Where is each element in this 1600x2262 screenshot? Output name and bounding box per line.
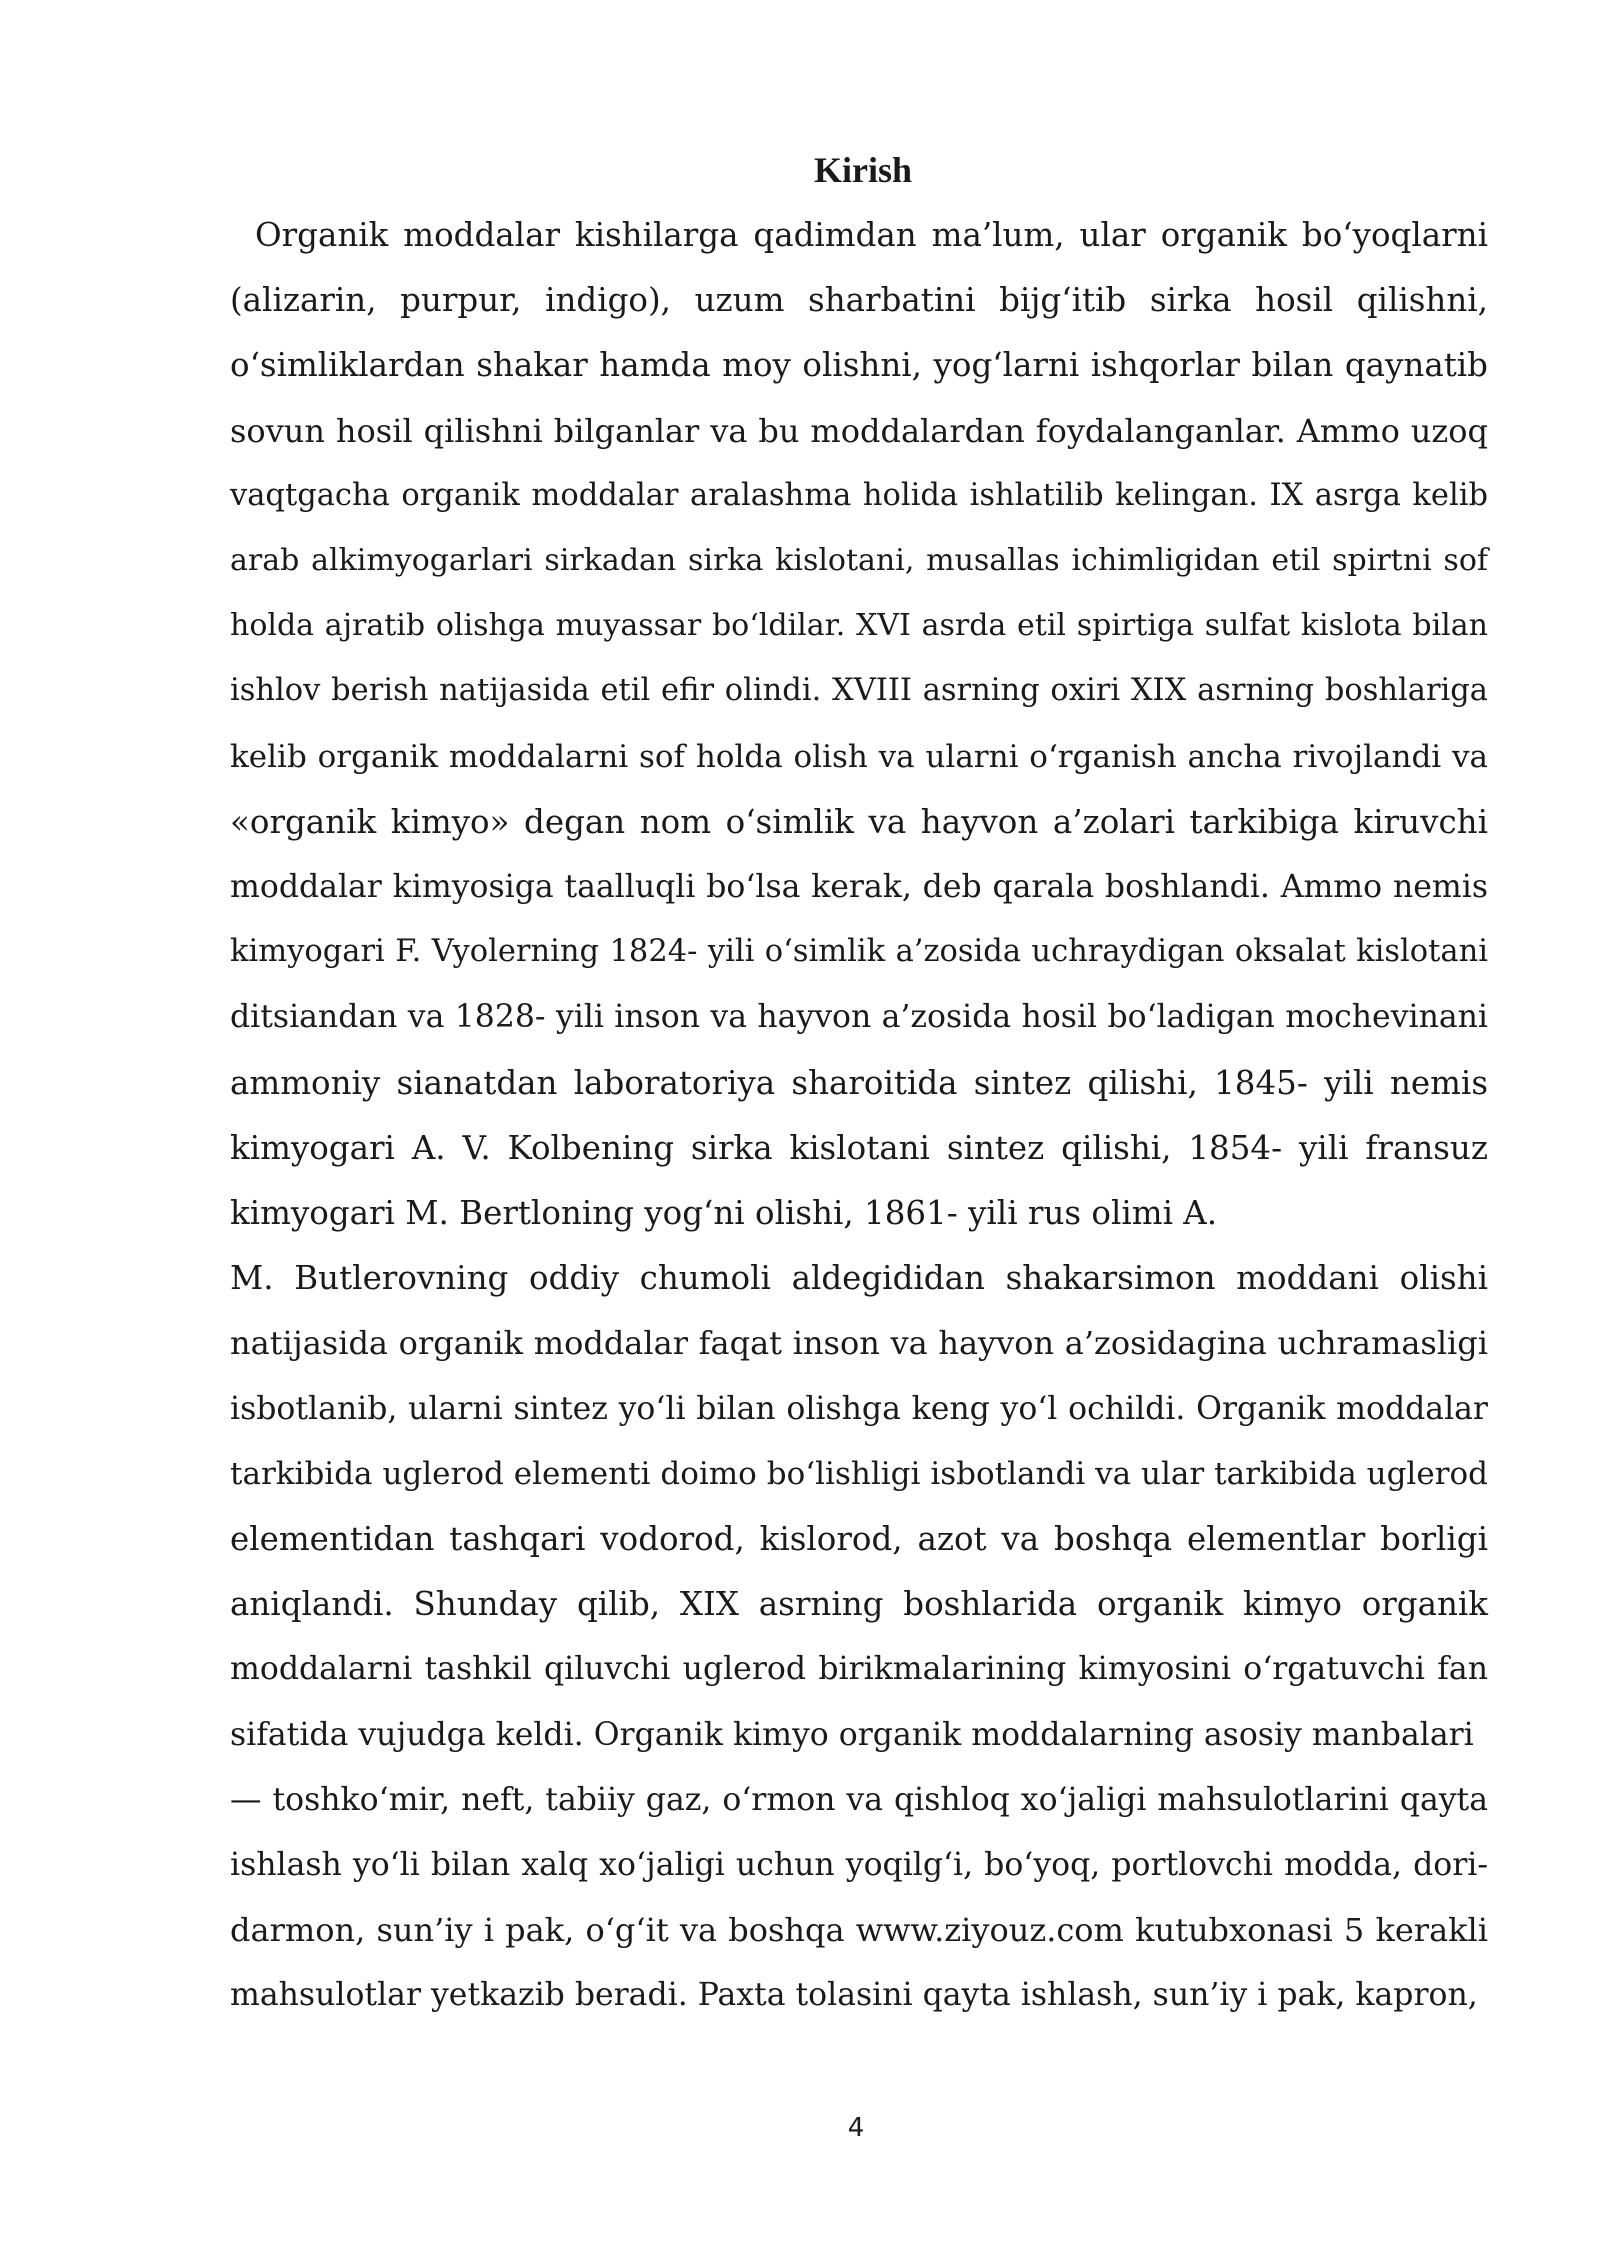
text-line: ditsiandan va 1828- yili inson va hayvon a’zosida hosil bo‘ladigan mochevinani <box>230 999 1488 1036</box>
text-line: darmon, sun’iy i pak, o‘g‘it va boshqa www.ziyouz.com kutubxonasi 5 kerakli <box>230 1911 1488 1950</box>
text-line: — toshko‘mir, neft, tabiiy gaz, o‘rmon va qishloq xo‘jaligi mahsulotlarini qayta <box>230 1781 1488 1818</box>
text-line: vaqtgacha organik moddalar aralashma holida ishlatilib kelingan. IX asrga kelib <box>230 477 1488 513</box>
text-line: holda ajratib olishga muyassar bo‘ldilar. XVI asrda etil spirtiga sulfat kislota bilan <box>230 608 1488 644</box>
text-line: (alizarin, purpur, indigo), uzum sharbatini bijg‘itib sirka hosil qilishni, <box>230 281 1488 320</box>
text-line: aniqlandi. Shunday qilib, XIX asrning boshlarida organik kimyo organik <box>230 1585 1488 1624</box>
text-line: tarkibida uglerod elementi doimo bo‘lishligi isbotlandi va ular tarkibida uglerod <box>230 1455 1488 1492</box>
page-number: 4 <box>847 2113 865 2143</box>
page-title: Kirish <box>813 150 912 190</box>
text-line: Organik moddalar kishilarga qadimdan ma’lum, ular organik bo‘yoqlarni <box>255 216 1488 254</box>
text-line: sifatida vujudga keldi. Organik kimyo organik moddalarning asosiy manbalari <box>230 1716 1474 1753</box>
text-line: elementidan tashqari vodorod, kislorod, azot va boshqa elementlar borligi <box>230 1520 1488 1558</box>
text-line: kimyogari F. Vyolerning 1824- yili o‘simlik a’zosida uchraydigan oksalat kislotani <box>230 934 1488 970</box>
text-line: mahsulotlar yetkazib beradi. Paxta tolasini qayta ishlash, sun’iy i pak, kapron, <box>230 1977 1478 2014</box>
text-line: natijasida organik moddalar faqat inson va hayvon a’zosidagina uchramasligi <box>230 1324 1488 1363</box>
text-line: moddalar kimyosiga taalluqli bo‘lsa kerak, deb qarala boshlandi. Ammo nemis <box>230 869 1488 905</box>
text-line: moddalarni tashkil qiluvchi uglerod birikmalarining kimyosini o‘rgatuvchi fan <box>230 1651 1488 1688</box>
text-line: «organik kimyo» degan nom o‘simlik va hayvon a’zolari tarkibiga kiruvchi <box>230 802 1488 841</box>
text-line: M. Butlerovning oddiy chumoli aldegididan shakarsimon moddani olishi <box>230 1259 1488 1298</box>
text-line: ammoniy sianatdan laboratoriya sharoitida sintez qilishi, 1845- yili nemis <box>230 1063 1488 1102</box>
text-line: kimyogari A. V. Kolbening sirka kislotani sintez qilishi, 1854- yili fransuz <box>230 1128 1488 1167</box>
text-line: kimyogari M. Bertloning yog‘ni olishi, 1861- yili rus olimi A. <box>230 1194 1218 1232</box>
text-line: sovun hosil qilishni bilganlar va bu moddalardan foydalanganlar. Ammo uzoq <box>230 411 1488 450</box>
text-line: kelib organik moddalarni sof holda olish va ularni o‘rganish ancha rivojlandi va <box>230 738 1488 775</box>
text-line: ishlov berish natijasida etil efir olindi. XVIII asrning oxiri XIX asrning boshlariga <box>230 673 1488 709</box>
text-line: ishlash yo‘li bilan xalq xo‘jaligi uchun yoqilg‘i, bo‘yoq, portlovchi modda, dori- <box>230 1847 1488 1883</box>
text-line: o‘simliklardan shakar hamda moy olishni, yog‘larni ishqorlar bilan qaynatib <box>230 346 1488 385</box>
text-line: arab alkimyogarlari sirkadan sirka kislotani, musallas ichimligidan etil spirtni sof <box>230 543 1488 578</box>
text-line: isbotlanib, ularni sintez yo‘li bilan olishga keng yo‘l ochildi. Organik moddalar <box>230 1390 1488 1427</box>
